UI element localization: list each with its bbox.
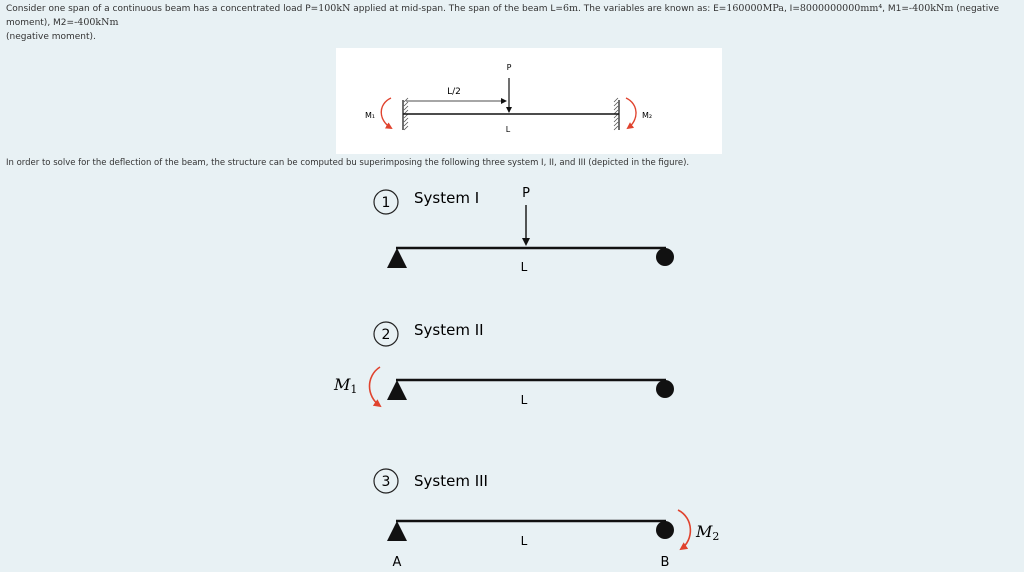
system-3-number: 3 <box>381 474 391 490</box>
fixed-beam-figure <box>336 48 722 154</box>
problem-text-5: , M1= <box>882 4 909 14</box>
problem-statement <box>6 2 1018 44</box>
support-b-label: B <box>660 555 670 570</box>
system-2-moment-arrow <box>370 367 381 406</box>
system-1 <box>374 186 674 274</box>
system-2-moment-label: M1 <box>334 375 358 396</box>
m2-moment-arrow <box>626 98 636 128</box>
span-value: 6m <box>562 3 579 14</box>
modulus-value: 160000MPa <box>726 3 784 14</box>
system-2-number-badge <box>374 322 398 346</box>
system-1-number: 1 <box>381 195 391 211</box>
system-1-roller-support <box>656 248 674 266</box>
system-2 <box>333 321 674 407</box>
m2-label: M₂ <box>642 111 653 120</box>
m2-value: -400kNm <box>74 17 119 28</box>
system-2-span-label: L <box>520 393 528 407</box>
problem-text-1: Consider one span of a continuous beam has a concentrated load P= <box>6 4 319 14</box>
load-label: P <box>506 63 512 72</box>
m1-moment-arrow <box>381 98 391 128</box>
system-2-roller-support <box>656 380 674 398</box>
system-1-span-label: L <box>520 260 528 274</box>
m1-value: -400kNm <box>908 3 954 14</box>
m1-label: M₁ <box>365 111 376 120</box>
system-3-span-label: L <box>520 534 528 548</box>
system-2-pin-support <box>387 380 407 400</box>
inertia-value: 8000000000mm⁴ <box>799 3 883 14</box>
problem-text-7: (negative moment). <box>6 32 96 42</box>
system-3-moment-label: M2 <box>696 522 720 543</box>
system-3-number-badge <box>374 469 398 493</box>
intro-text: In order to solve for the deflection of the beam, the structure can be computed bu superimposing the following three system I, II, and III (depicted in the figure). <box>6 158 690 168</box>
system-1-pin-support <box>387 248 407 268</box>
system-3-pin-support <box>387 521 407 541</box>
half-span-label: L/2 <box>447 87 461 97</box>
load-value: 100kN <box>318 3 351 14</box>
problem-text-3: . The variables are known as: E= <box>578 4 727 14</box>
problem-text-4: , I= <box>783 4 800 14</box>
problem-text-2: applied at mid-span. The span of the beam L= <box>350 4 563 14</box>
system-3-roller-support <box>656 521 674 539</box>
system-1-load-label: P <box>522 186 530 201</box>
system-3-title: System III <box>414 472 488 490</box>
system-1-number-badge <box>374 190 398 214</box>
system-3-moment-arrow <box>678 510 690 549</box>
system-2-number: 2 <box>381 327 391 343</box>
system-2-title: System II <box>414 321 484 339</box>
fixed-beam-svg <box>336 48 722 154</box>
system-3 <box>374 469 719 570</box>
support-a-label: A <box>392 555 402 570</box>
system-1-title: System I <box>414 189 480 207</box>
problem-text-6: (negative moment), M2= <box>6 4 1000 28</box>
span-label: L <box>505 125 511 134</box>
